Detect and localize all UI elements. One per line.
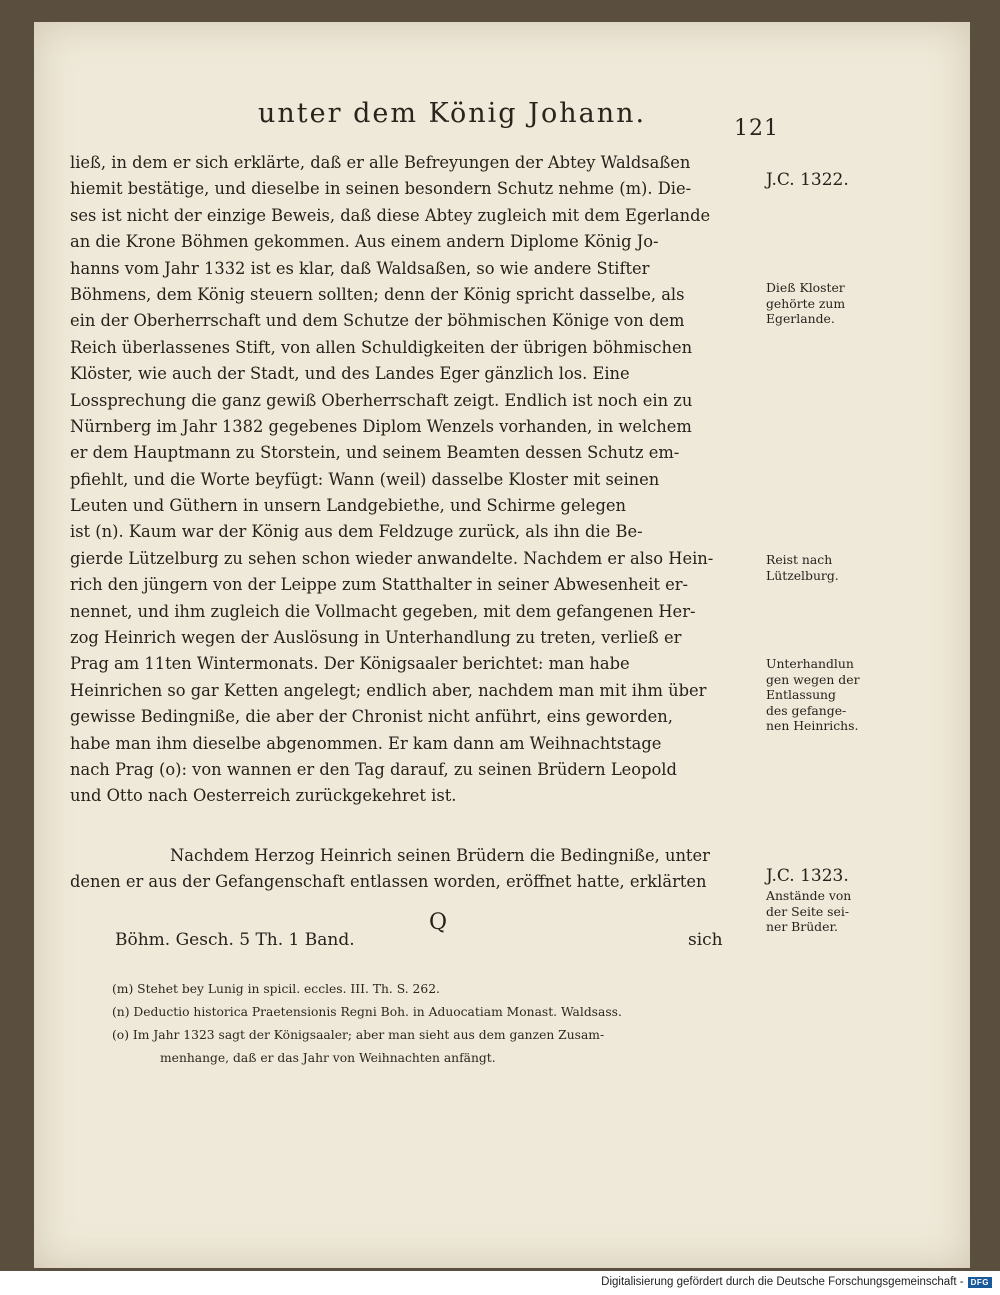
text-line: hanns vom Jahr 1332 ist es klar, daß Waldsaßen, so wie andere Stifter: [70, 258, 650, 278]
footnotes: [112, 978, 752, 1070]
text-line: pfiehlt, und die Worte beyfügt: Wann (weil) dasselbe Kloster mit seinen: [70, 469, 660, 489]
footnote-o: (o) Im Jahr 1323 sagt der Königsaaler; aber man sieht aus dem ganzen Zusam-: [112, 1028, 605, 1042]
text-line: gierde Lützelburg zu sehen schon wieder anwandelte. Nachdem er also Hein-: [70, 548, 714, 568]
footnote-o-continued: menhange, daß er das Jahr von Weihnachten anfängt.: [160, 1051, 496, 1065]
text-line: Heinrichen so gar Ketten angelegt; endlich aber, nachdem man mit ihm über: [70, 680, 707, 700]
credit-text: Digitalisierung gefördert durch die Deutsche Forschungsgemeinschaft -: [601, 1276, 964, 1288]
text-line: Lossprechung die ganz gewiß Oberherrschaft zeigt. Endlich ist noch ein zu: [70, 390, 693, 410]
text-line: er dem Hauptmann zu Storstein, und seinem Beamten dessen Schutz em-: [70, 443, 680, 463]
text-line: nach Prag (o): von wannen er den Tag darauf, zu seinen Brüdern Leopold: [70, 759, 677, 779]
text-line: denen er aus der Gefangenschaft entlassen worden, eröffnet hatte, erklärten: [70, 872, 707, 892]
margin-year-1323: J.C. 1323.: [766, 866, 849, 886]
signature-mark: Q: [429, 910, 448, 935]
margin-note-luetzelburg: Reist nach Lützelburg.: [766, 552, 839, 583]
text-line: Prag am 11ten Wintermonats. Der Königsaaler berichtet: man habe: [70, 654, 630, 674]
text-line: an die Krone Böhmen gekommen. Aus einem andern Diplome König Jo-: [70, 232, 659, 252]
text-line: Böhmens, dem König steuern sollten; denn der König spricht dasselbe, als: [70, 284, 685, 304]
digitization-credit: [601, 1276, 992, 1288]
text-line: rich den jüngern von der Leippe zum Statthalter in seiner Abwesenheit er-: [70, 575, 689, 595]
footnote-m: (m) Stehet bey Lunig in spicil. eccles. III. Th. S. 262.: [112, 982, 440, 996]
margin-note-kloster: Dieß Kloster gehörte zum Egerlande.: [766, 280, 846, 326]
text-line: zog Heinrich wegen der Auslösung in Unterhandlung zu treten, verließ er: [70, 628, 682, 648]
text-line: ließ, in dem er sich erklärte, daß er alle Befreyungen der Abtey Waldsaßen: [70, 153, 691, 172]
running-header: unter dem König Johann.: [258, 98, 647, 129]
margin-year-1322: J.C. 1322.: [766, 170, 849, 190]
margin-note-unterhandlung: Unterhandlun gen wegen der Entlassung des gefange- nen Heinrichs.: [766, 656, 860, 733]
text-line: ses ist nicht der einzige Beweis, daß diese Abtey zugleich mit dem Egerlande: [70, 205, 711, 225]
margin-note-anstaende: Anstände von der Seite sei- ner Brüder.: [766, 888, 852, 934]
text-line: Leuten und Güthern in unsern Landgebiethe, und Schirme gelegen: [70, 496, 626, 516]
text-line: nennet, und ihm zugleich die Vollmacht gegeben, mit dem gefangenen Her-: [70, 601, 696, 621]
second-paragraph: [70, 843, 770, 896]
footnote-n: (n) Deductio historica Praetensionis Regni Boh. in Aduocatiam Monast. Waldsass.: [112, 1005, 622, 1019]
text-line: gewisse Bedingniße, die aber der Chronist nicht anführt, eins geworden,: [70, 707, 673, 727]
dfg-logo: DFG: [968, 1277, 992, 1288]
main-paragraph: [70, 150, 770, 810]
text-line: Reich überlassenes Stift, von allen Schuldigkeiten der übrigen böhmischen: [70, 337, 693, 357]
text-line: ist (n). Kaum war der König aus dem Feldzuge zurück, als ihn die Be-: [70, 522, 643, 542]
catchword: sich: [688, 930, 723, 950]
text-line: Nürnberg im Jahr 1382 gegebenes Diplom Wenzels vorhanden, in welchem: [70, 416, 692, 436]
printer-signature: Böhm. Gesch. 5 Th. 1 Band.: [115, 930, 355, 950]
text-line: Klöster, wie auch der Stadt, und des Landes Eger gänzlich los. Eine: [70, 364, 630, 384]
text-line: habe man ihm dieselbe abgenommen. Er kam dann am Weihnachtstage: [70, 733, 662, 753]
text-line: hiemit bestätige, und dieselbe in seinen besondern Schutz nehme (m). Die-: [70, 179, 692, 199]
page-number: 121: [734, 116, 779, 141]
text-line: ein der Oberherrschaft und dem Schutze der böhmischen Könige von dem: [70, 311, 685, 331]
text-line: Nachdem Herzog Heinrich seinen Brüdern die Bedingniße, unter: [170, 846, 710, 865]
text-line: und Otto nach Oesterreich zurückgekehret ist.: [70, 786, 457, 806]
